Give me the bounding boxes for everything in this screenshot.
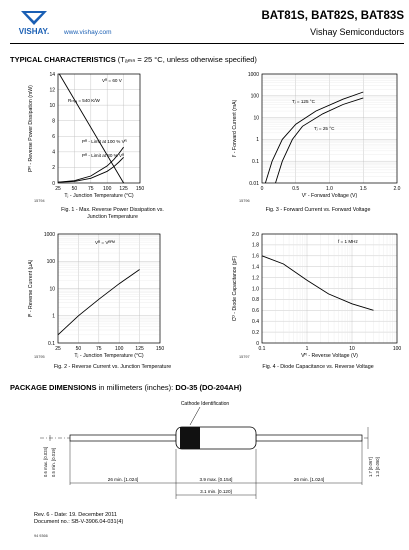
fig1-annotation-3: Pᴿ - Limit at 80 % Vᴿ (82, 153, 125, 158)
dim-body-total: 3.1 min. [0.120] (200, 489, 232, 494)
fig1-ytick-3: 6 (52, 134, 55, 141)
package-subtitle: in millimeters (inches): (98, 383, 174, 392)
fig3-ytick-0: 0.01 (249, 180, 259, 187)
fig4-ytick-3: 0.6 (252, 308, 259, 315)
footer-docnum: Document no.: SB-V-3906.04-031(4) (34, 519, 124, 526)
fig2-xlabel: Tⱼ - Junction Temperature (°C) (74, 353, 144, 358)
fig1-annotation-1: Rₜₕⱼₐ = 540 K/W (68, 98, 100, 103)
dim-lead-right: 26 min. [1.024] (293, 477, 325, 482)
cathode-leader (190, 407, 200, 425)
dim-lead-dia-max: 0.6 max. [0.024] (43, 446, 48, 477)
fig2-caption (30, 364, 195, 371)
fig3-xtick-4: 2.0 (393, 186, 401, 192)
fig4-ytick-4: 0.8 (252, 297, 259, 304)
fig3-caption-line1: Fig. 3 - Forward Current vs. Forward Voltage (265, 207, 371, 213)
section-title-typical (10, 55, 257, 64)
dim-lead-left: 26 min. [1.024] (107, 477, 139, 482)
fig3-ytick-1: 0.1 (252, 159, 259, 165)
fig1-xlabel: Tⱼ - Junction Temperature (°C) (64, 193, 134, 198)
fig4-ytick-0: 0 (256, 340, 259, 347)
fig3-xtick-0: 0 (260, 186, 264, 192)
fig1-xtick-2: 75 (88, 186, 94, 192)
doc-title: BAT81S, BAT82S, BAT83S (261, 10, 404, 22)
footer-rev: Rev. 6 - Date: 19. December 2011 (34, 512, 117, 518)
lead-left (70, 435, 176, 441)
fig3-annotation-0: Tⱼ = 125 °C (292, 99, 315, 104)
fig1-xtick-0: 25 (55, 186, 61, 192)
footer-code: 94 9366 (34, 534, 48, 538)
fig4-xtick-0: 0.1 (258, 346, 266, 352)
logo-text: VISHAY. (18, 27, 50, 36)
fig4-xlabel: Vᴿ - Reverse Voltage (V) (301, 353, 358, 358)
fig1-xtick-5: 150 (135, 186, 145, 192)
fig4-caption (232, 364, 404, 371)
cathode-label: Cathode Identification (180, 401, 230, 407)
fig2-caption-line1: Fig. 2 - Reverse Current vs. Junction Temperature (53, 364, 172, 370)
fig4-ylabel: Cᴰ - Diode Capacitance (pF) (232, 255, 238, 322)
fig2-annotation-0: Vᴿ = Vᴿᴾᴹ (95, 240, 115, 245)
fig4-xtick-1: 1 (305, 346, 309, 352)
lead-right (256, 435, 362, 441)
fig4-ytick-1: 0.2 (252, 329, 259, 336)
fig2-ylabel: Iᴿ - Reverse Current (µA) (28, 259, 34, 318)
fig4-ytick-8: 1.6 (252, 253, 259, 260)
fig1-caption-line1: Fig. 1 - Max. Reverse Power Dissipation vs. (61, 207, 164, 213)
fig1-ytick-0: 0 (52, 180, 55, 187)
fig1-ytick-2: 4 (52, 149, 55, 156)
fig2-xtick-0: 25 (55, 346, 61, 352)
company-name: Vishay Semiconductors (310, 27, 404, 37)
fig1-ytick-6: 12 (49, 87, 55, 94)
chart-fig1 (10, 68, 185, 198)
fig1-xtick-4: 125 (119, 186, 128, 192)
fig4-ytick-10: 2.0 (252, 231, 259, 238)
website-link[interactable]: www.vishay.com (64, 29, 112, 36)
fig1-ylabel: Pᴿ - Reverse Power Dissipation (mW) (28, 85, 34, 172)
fig1-annotation-0: Vᴿ = 60 V (102, 78, 122, 83)
fig1-xtick-3: 100 (103, 186, 112, 192)
fig4-annotation-0: f = 1 MHz (338, 239, 358, 244)
fig3-ytick-3: 10 (253, 115, 259, 122)
footer (34, 512, 123, 527)
fig3-ylabel: Iᶠ - Forward Current (mA) (232, 99, 238, 158)
fig3-code: 15796 (239, 199, 250, 203)
vishay-logo (10, 10, 58, 36)
section-title-package (10, 383, 242, 392)
fig1-ytick-5: 10 (49, 102, 55, 109)
fig4-ytick-6: 1.2 (252, 275, 259, 282)
fig2-code: 15795 (34, 355, 45, 359)
fig1-frame (58, 74, 140, 183)
fig4-ytick-2: 0.4 (252, 319, 259, 325)
fig4-ytick-9: 1.8 (252, 242, 259, 249)
package-heading: PACKAGE DIMENSIONS (10, 383, 97, 392)
dim-lead-dia-min: 0.5 min. [0.019] (51, 448, 56, 477)
fig4-series-0 (262, 256, 374, 310)
chart-fig2 (10, 228, 185, 358)
fig2-xtick-5: 150 (155, 346, 165, 352)
chart-fig4 (222, 228, 404, 358)
fig1-ytick-7: 14 (49, 71, 55, 78)
fig2-xtick-4: 125 (135, 346, 144, 352)
package-drawing (30, 395, 380, 507)
fig4-ytick-5: 1.0 (252, 286, 259, 293)
fig3-xtick-3: 1.5 (359, 186, 367, 192)
fig3-xlabel: Vᶠ - Forward Voltage (V) (301, 193, 358, 198)
section-heading: TYPICAL CHARACTERISTICS (10, 55, 116, 64)
dim-body-dia: 1.7 [0.067] (368, 457, 373, 477)
dim-body-dia-alt: 1.3 [0.050] (375, 457, 380, 477)
fig3-caption (232, 207, 404, 214)
fig2-ytick-0: 0.1 (48, 340, 55, 347)
header-rule (10, 43, 404, 44)
fig2-ytick-1: 1 (52, 313, 55, 320)
fig4-caption-line1: Fig. 4 - Diode Capacitance vs. Reverse Voltage (262, 364, 374, 370)
fig3-ytick-4: 100 (250, 93, 259, 100)
fig4-code: 15797 (239, 355, 250, 359)
chart-fig3 (222, 68, 404, 198)
fig2-xtick-1: 50 (75, 346, 82, 352)
package-type: DO-35 (DO-204AH) (175, 383, 242, 392)
fig1-caption-line2: Junction Temperature (87, 213, 138, 220)
fig3-ytick-5: 1000 (247, 71, 259, 78)
fig1-annotation-2: Pᴿ - Limit at 100 % Vᴿ (82, 139, 127, 144)
fig3-xtick-2: 1.0 (326, 186, 333, 192)
cathode-band (180, 427, 200, 449)
fig1-code: 15794 (34, 199, 45, 203)
fig4-xtick-2: 10 (349, 346, 355, 352)
fig1-ytick-1: 2 (52, 165, 55, 172)
fig1-ytick-4: 8 (52, 118, 55, 125)
fig2-xtick-2: 75 (96, 346, 102, 352)
fig2-ytick-4: 1000 (43, 231, 55, 238)
fig3-ytick-2: 1 (256, 137, 259, 144)
fig1-caption (30, 207, 195, 220)
section-condition: (Tₐₘₙ = 25 °C, unless otherwise specified) (117, 55, 257, 64)
fig3-annotation-1: Tⱼ = 25 °C (314, 126, 335, 131)
fig2-xtick-3: 100 (115, 346, 124, 352)
fig4-ytick-7: 1.4 (252, 264, 259, 271)
fig2-ytick-3: 100 (46, 259, 55, 266)
fig2-ytick-2: 10 (49, 286, 55, 293)
fig1-xtick-1: 50 (71, 186, 78, 192)
dim-body-len: 3.9 max. [0.154] (199, 477, 233, 482)
fig4-xtick-3: 100 (392, 346, 402, 352)
fig3-xtick-1: 0.5 (292, 186, 300, 192)
